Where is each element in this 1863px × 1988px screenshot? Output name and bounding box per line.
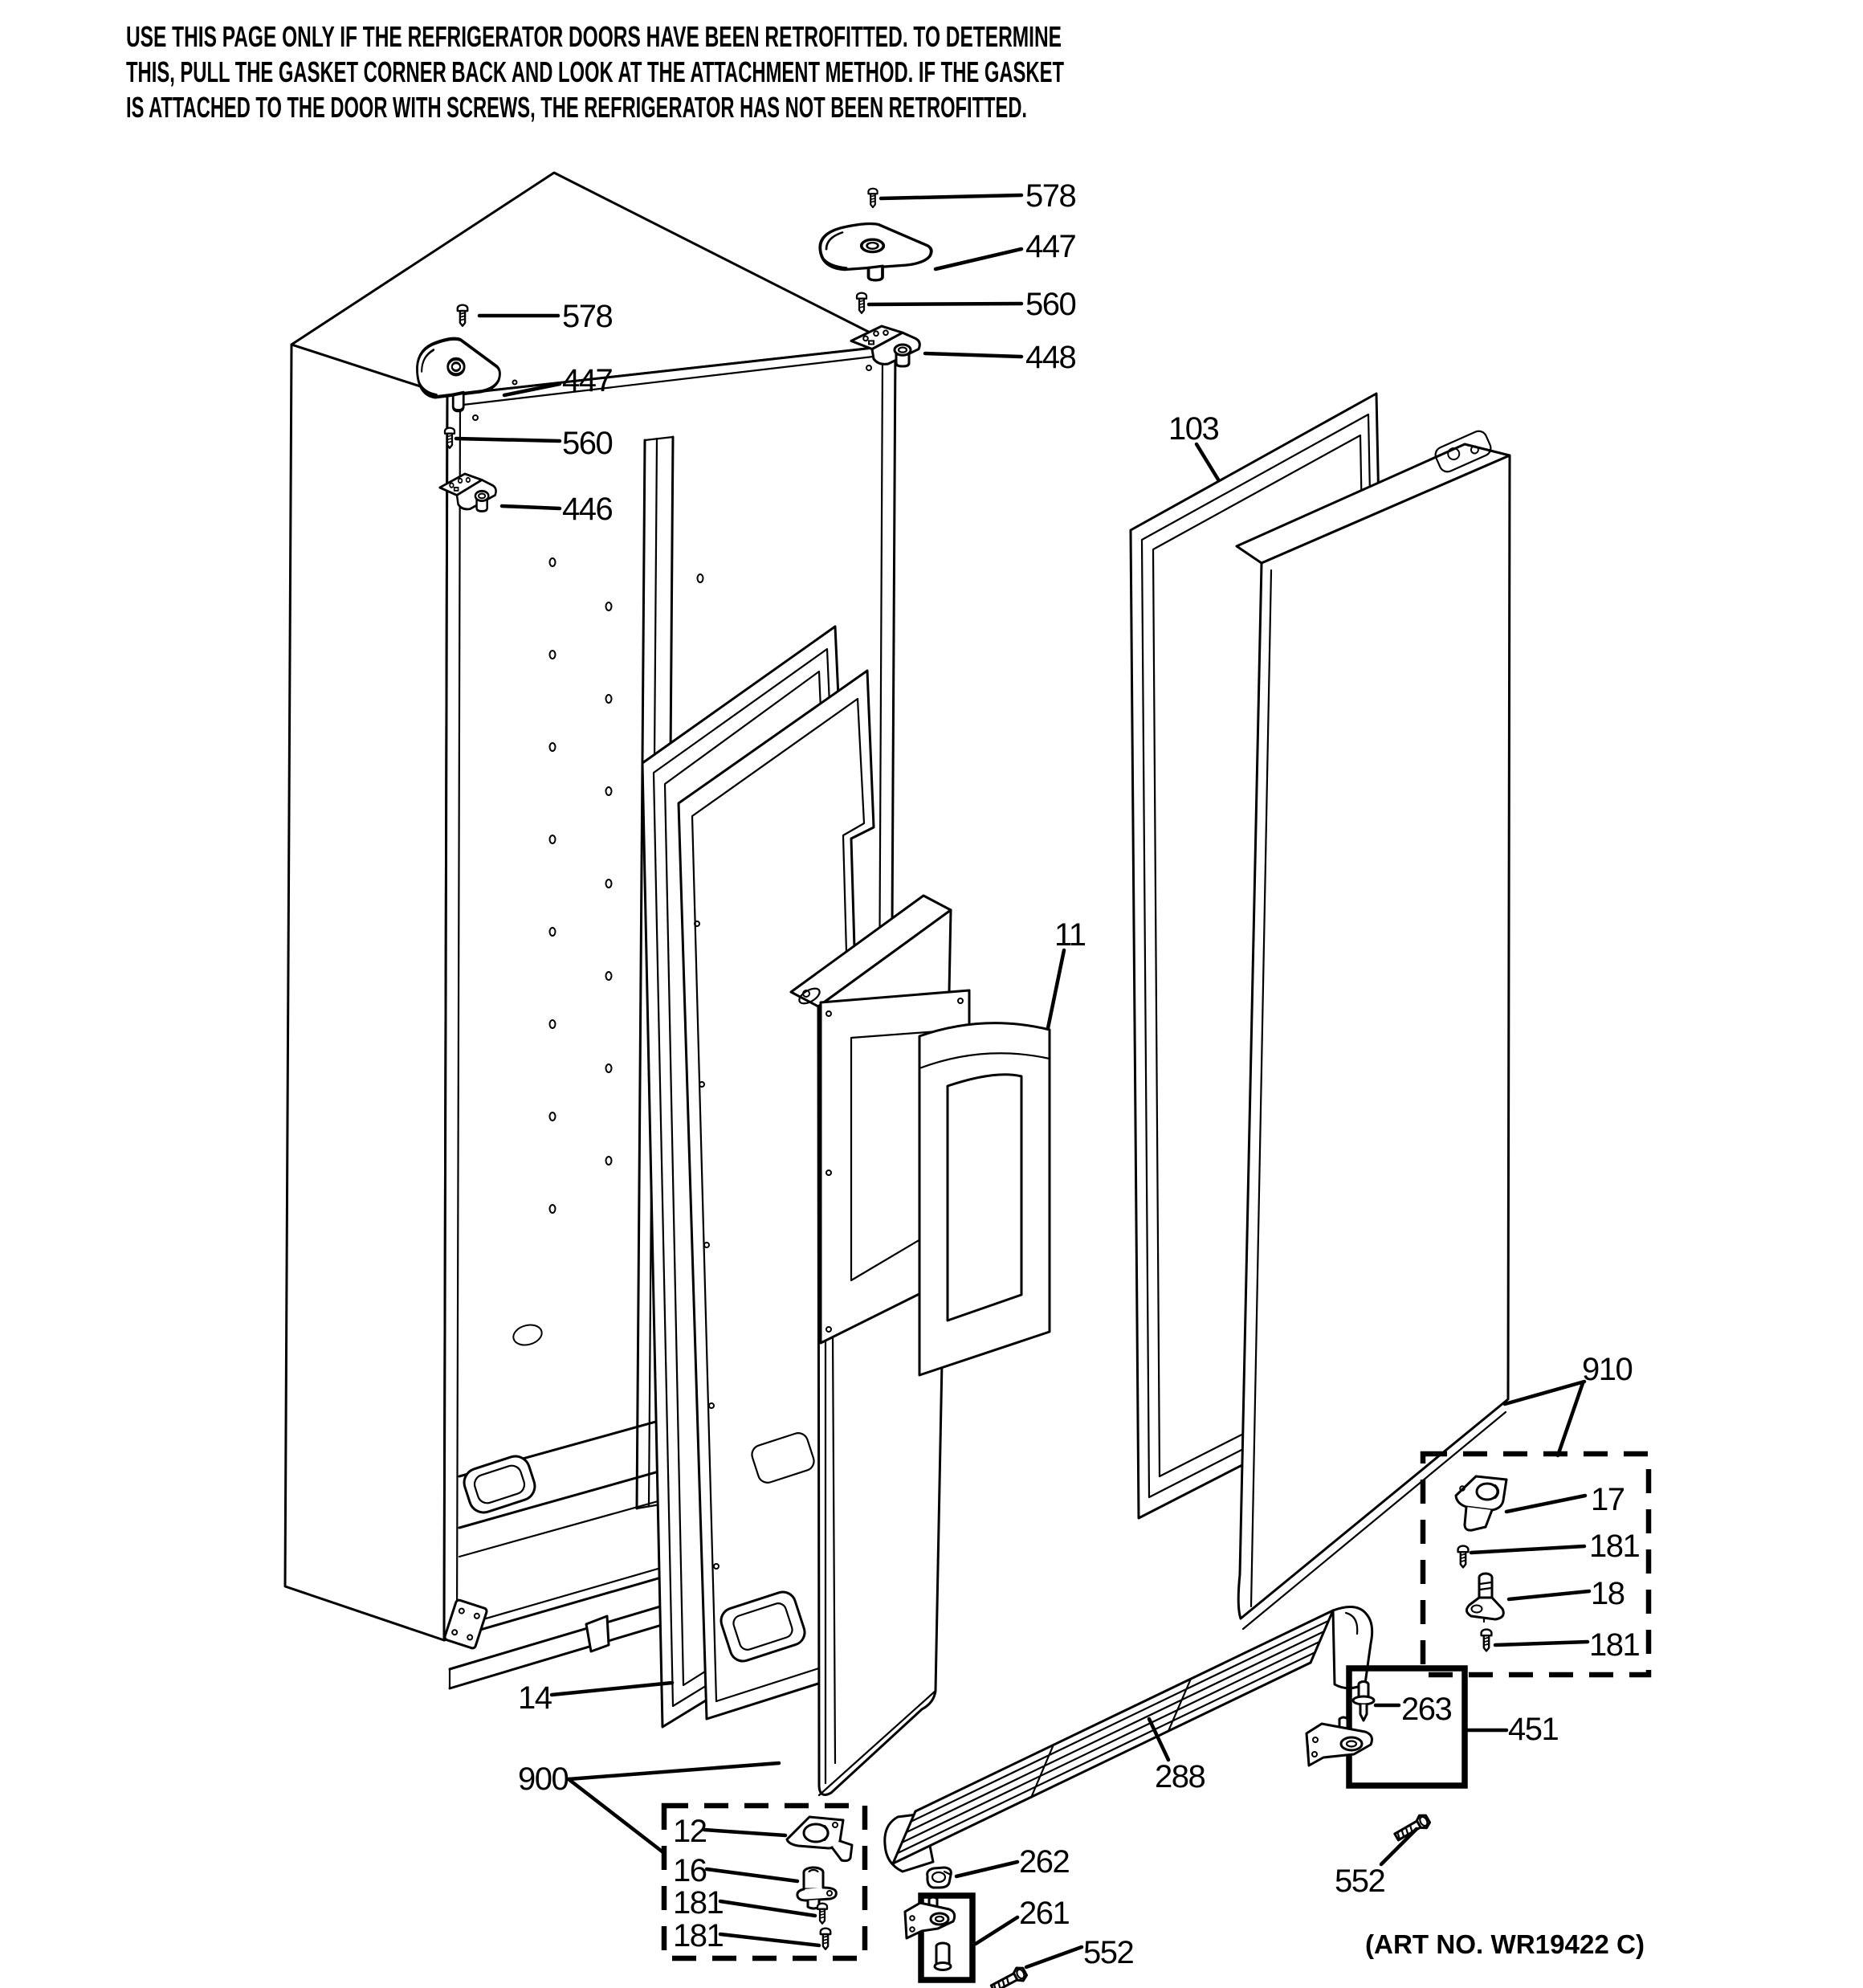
leader-560-left <box>456 439 560 441</box>
part-label-910: 910 <box>1582 1352 1633 1387</box>
part-label-448: 448 <box>1025 340 1076 375</box>
leader-181-rt-a <box>1471 1546 1584 1553</box>
warning-line-3: IS ATTACHED TO THE DOOR WITH SCREWS, THE REFRIGERATOR HAS NOT BEEN RETROFITTED. <box>126 91 1027 124</box>
bolt-552-left <box>989 1966 1028 1988</box>
leader-17 <box>1506 1496 1585 1512</box>
art-number: (ART NO. WR19422 C) <box>1365 1929 1645 1959</box>
bushing-16 <box>797 1868 836 1908</box>
part-label-560-left: 560 <box>562 426 613 461</box>
part-label-552-right: 552 <box>1335 1863 1385 1899</box>
screw-560-right <box>857 293 866 313</box>
part-label-11: 11 <box>1054 917 1086 953</box>
part-label-181-bl-b: 181 <box>673 1918 724 1953</box>
part-label-447-right: 447 <box>1025 229 1076 264</box>
closer-cam-262 <box>927 1868 952 1888</box>
leader-552-left <box>1026 1947 1082 1967</box>
leader-262 <box>956 1862 1017 1876</box>
part-label-17: 17 <box>1591 1482 1625 1517</box>
pin-261 <box>935 1943 951 1970</box>
bracket-261 <box>905 1897 955 1938</box>
leader-103 <box>1196 444 1218 480</box>
bolt-552-right <box>1393 1813 1432 1843</box>
part-label-181-rt-a: 181 <box>1589 1529 1640 1564</box>
kickplate-grille-288 <box>885 1607 1372 1872</box>
part-label-261: 261 <box>1019 1896 1070 1931</box>
part-label-446: 446 <box>562 492 613 527</box>
part-label-578-left: 578 <box>562 299 613 334</box>
part-label-16: 16 <box>673 1853 707 1888</box>
leader-14 <box>552 1683 672 1695</box>
screw-181-bl-b <box>821 1929 830 1949</box>
part-label-560-right: 560 <box>1025 287 1076 322</box>
part-label-578-right: 578 <box>1025 178 1076 214</box>
hinge-pin-18 <box>1466 1574 1503 1622</box>
leader-446 <box>502 506 560 508</box>
warning-line-1: USE THIS PAGE ONLY IF THE REFRIGERATOR DOORS HAVE BEEN RETROFITTED. TO DETERMINE <box>126 20 1062 53</box>
hinge-cover-447-right <box>820 224 931 280</box>
leader-910-b <box>1558 1383 1583 1455</box>
leader-261 <box>976 1917 1017 1944</box>
bracket-451 <box>1307 1717 1372 1766</box>
warning-line-2: THIS, PULL THE GASKET CORNER BACK AND LOOK AT THE ATTACHMENT METHOD. IF THE GASKET <box>126 55 1064 88</box>
part-label-447-left: 447 <box>562 363 613 398</box>
bracket-12 <box>787 1817 852 1861</box>
part-label-451: 451 <box>1508 1712 1559 1747</box>
cabinet-left-face <box>285 345 447 1640</box>
leader-900-b <box>569 1779 664 1853</box>
screw-578-right <box>868 189 877 207</box>
header-warning <box>126 20 1064 124</box>
fridge-door <box>1237 429 1510 1629</box>
part-label-263: 263 <box>1401 1692 1452 1727</box>
part-label-900: 900 <box>518 1761 569 1797</box>
screw-181-bl-a <box>817 1904 827 1924</box>
leader-181-bl-a <box>720 1901 815 1916</box>
part-label-181-bl-a: 181 <box>673 1885 724 1921</box>
leader-18 <box>1509 1591 1589 1599</box>
leader-11 <box>1048 950 1064 1028</box>
part-label-288: 288 <box>1155 1759 1205 1794</box>
leader-447-right <box>936 249 1021 269</box>
part-label-18: 18 <box>1591 1576 1625 1611</box>
leader-910-a <box>1505 1382 1584 1404</box>
dispenser-trim-11 <box>919 1023 1050 1375</box>
part-label-12: 12 <box>673 1814 707 1849</box>
leader-181-rt-b <box>1495 1642 1588 1645</box>
screw-181-rt-a <box>1458 1546 1469 1568</box>
part-label-181-rt-b: 181 <box>1589 1627 1640 1663</box>
part-label-14: 14 <box>518 1680 552 1716</box>
hinge-assembly-261 <box>905 1896 972 1980</box>
fridge-door-front-face <box>1238 455 1510 1619</box>
leader-448 <box>925 353 1021 357</box>
leader-12 <box>704 1830 785 1835</box>
leader-578-right <box>881 195 1021 198</box>
leader-16 <box>707 1869 797 1881</box>
part-label-262: 262 <box>1019 1844 1070 1880</box>
part-label-552-left: 552 <box>1083 1935 1134 1970</box>
screw-181-rt-b <box>1482 1630 1492 1651</box>
leader-900-a <box>569 1763 779 1779</box>
part-label-103: 103 <box>1168 411 1219 447</box>
leader-181-bl-b <box>720 1934 819 1945</box>
bracket-17 <box>1456 1476 1506 1530</box>
